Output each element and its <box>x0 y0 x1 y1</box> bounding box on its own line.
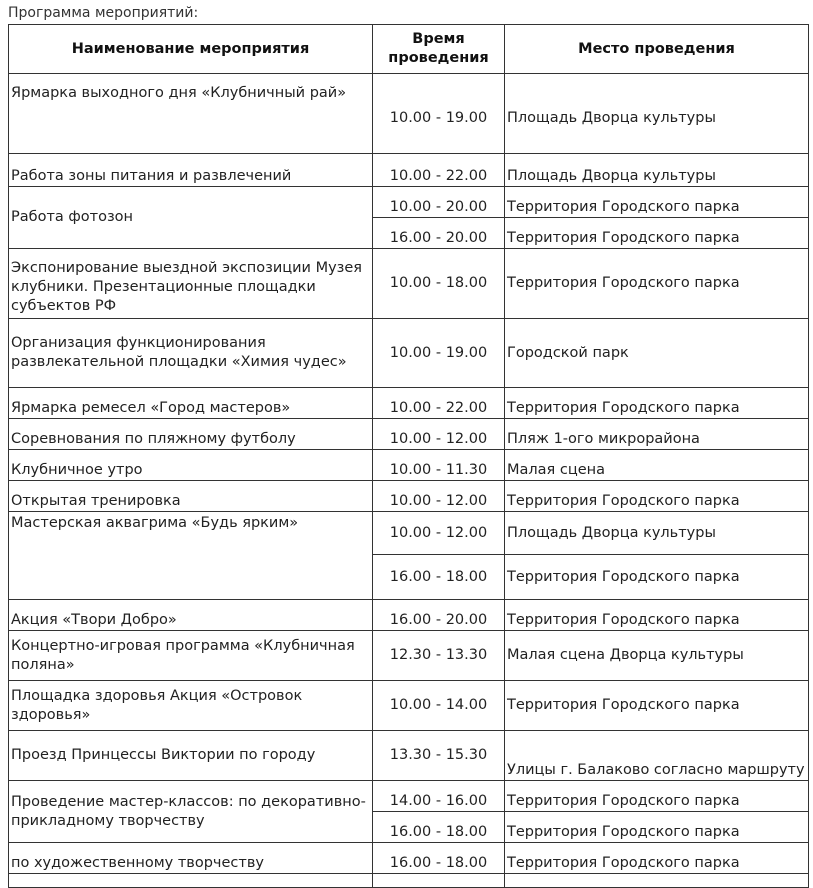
table-row <box>9 319 809 388</box>
event-name: Соревнования по пляжному футболу <box>9 419 373 450</box>
event-name: Клубничное утро <box>9 450 373 481</box>
table-row <box>9 481 809 512</box>
program-table <box>8 24 809 888</box>
event-time: 10.00 - 19.00 <box>373 74 505 154</box>
event-name: Работа фотозон <box>9 187 373 249</box>
table-row <box>9 154 809 187</box>
event-time: 13.30 - 15.30 <box>373 731 505 781</box>
event-place: Территория Городского парка <box>505 555 809 600</box>
event-time: 12.30 - 13.30 <box>373 631 505 681</box>
empty-cell <box>373 874 505 888</box>
empty-cell <box>9 874 373 888</box>
table-row <box>9 74 809 154</box>
event-time: 10.00 - 18.00 <box>373 249 505 319</box>
event-time: 16.00 - 20.00 <box>373 600 505 631</box>
event-name: Ярмарка выходного дня «Клубничный рай» <box>9 74 373 154</box>
event-name: Организация функционирования развлекательной площадки «Химия чудес» <box>9 319 373 388</box>
event-place: Территория Городского парка <box>505 781 809 812</box>
event-name: по художественному творчеству <box>9 843 373 874</box>
event-time: 10.00 - 20.00 <box>373 187 505 218</box>
event-name: Концертно-игровая программа «Клубничная поляна» <box>9 631 373 681</box>
event-name: Площадка здоровья Акция «Островок здоровья» <box>9 681 373 731</box>
event-time: 10.00 - 19.00 <box>373 319 505 388</box>
empty-cell <box>505 874 809 888</box>
event-place: Территория Городского парка <box>505 187 809 218</box>
event-place: Территория Городского парка <box>505 843 809 874</box>
table-row <box>9 874 809 888</box>
table-row <box>9 419 809 450</box>
header-place: Место проведения <box>505 25 809 74</box>
event-place: Территория Городского парка <box>505 388 809 419</box>
event-time: 10.00 - 11.30 <box>373 450 505 481</box>
table-row <box>9 631 809 681</box>
event-place: Площадь Дворца культуры <box>505 154 809 187</box>
event-place: Малая сцена Дворца культуры <box>505 631 809 681</box>
event-place: Малая сцена <box>505 450 809 481</box>
event-place: Пляж 1-ого микрорайона <box>505 419 809 450</box>
event-time: 16.00 - 18.00 <box>373 843 505 874</box>
event-place: Территория Городского парка <box>505 681 809 731</box>
table-row <box>9 512 809 555</box>
event-place: Площадь Дворца культуры <box>505 512 809 555</box>
event-time: 14.00 - 16.00 <box>373 781 505 812</box>
event-name: Проезд Принцессы Виктории по городу <box>9 731 373 781</box>
table-row <box>9 843 809 874</box>
event-name: Открытая тренировка <box>9 481 373 512</box>
event-place: Территория Городского парка <box>505 812 809 843</box>
event-name: Экспонирование выездной экспозиции Музея клубники. Презентационные площадки субъектов РФ <box>9 249 373 319</box>
event-time: 10.00 - 22.00 <box>373 388 505 419</box>
table-row <box>9 187 809 218</box>
event-place: Территория Городского парка <box>505 218 809 249</box>
event-place: Городской парк <box>505 319 809 388</box>
table-row <box>9 681 809 731</box>
table-row <box>9 249 809 319</box>
event-time: 10.00 - 12.00 <box>373 512 505 555</box>
table-row <box>9 450 809 481</box>
event-place: Территория Городского парка <box>505 481 809 512</box>
table-header-row <box>9 25 809 74</box>
event-time: 10.00 - 22.00 <box>373 154 505 187</box>
event-name: Работа зоны питания и развлечений <box>9 154 373 187</box>
event-name: Ярмарка ремесел «Город мастеров» <box>9 388 373 419</box>
event-place: Территория Городского парка <box>505 600 809 631</box>
event-name: Акция «Твори Добро» <box>9 600 373 631</box>
event-time: 10.00 - 14.00 <box>373 681 505 731</box>
header-time: Время проведения <box>373 25 505 74</box>
table-row <box>9 600 809 631</box>
table-row <box>9 731 809 781</box>
event-time: 16.00 - 20.00 <box>373 218 505 249</box>
event-time: 16.00 - 18.00 <box>373 812 505 843</box>
table-row <box>9 781 809 812</box>
event-place: Территория Городского парка <box>505 249 809 319</box>
event-name: Мастерская аквагрима «Будь ярким» <box>9 512 373 600</box>
event-time: 10.00 - 12.00 <box>373 419 505 450</box>
table-row <box>9 388 809 419</box>
event-name: Проведение мастер-классов: по декоративно-прикладному творчеству <box>9 781 373 843</box>
event-time: 10.00 - 12.00 <box>373 481 505 512</box>
program-caption: Программа мероприятий: <box>8 5 199 21</box>
event-place: Площадь Дворца культуры <box>505 74 809 154</box>
header-name: Наименование мероприятия <box>9 25 373 74</box>
event-time: 16.00 - 18.00 <box>373 555 505 600</box>
event-place: Улицы г. Балаково согласно маршруту <box>505 731 809 781</box>
